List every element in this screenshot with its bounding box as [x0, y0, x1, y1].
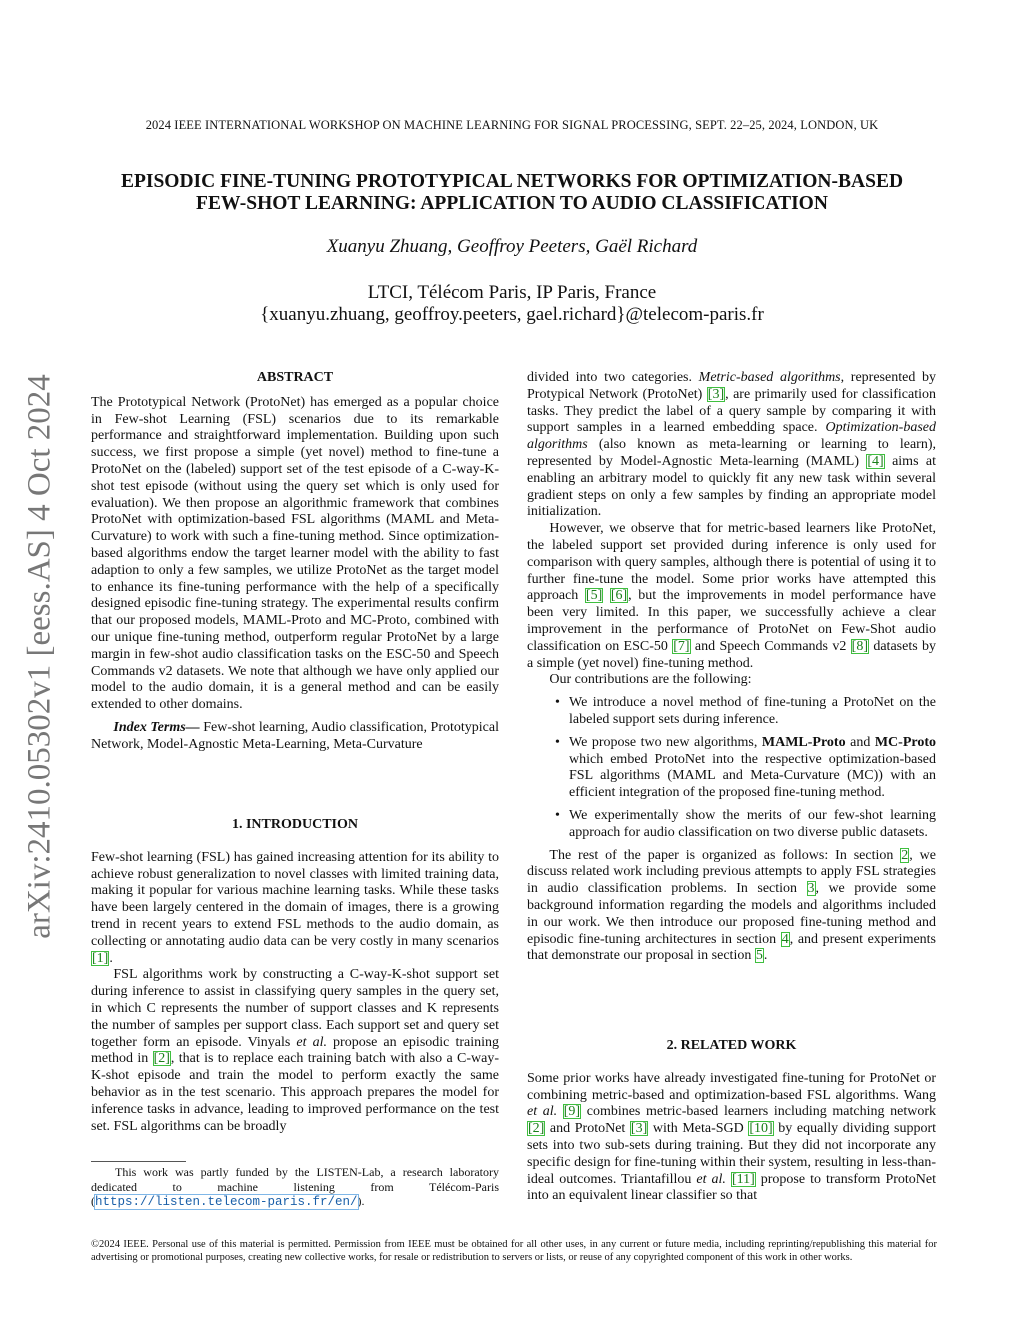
related-text-c: and ProtoNet — [545, 1121, 630, 1137]
list-item — [527, 808, 936, 842]
intro-paragraph-1 — [91, 850, 499, 968]
right-paragraph-1 — [527, 370, 936, 521]
list-item — [527, 695, 936, 729]
intro-p2-text: FSL algorithms work by constructing a C-way-K-shot support set during inference to assist in classifying query samples in the query set, in which C represents the number of support classes and K represents the number of samples per support class. Each support set and query set together form an episode. Vinyals — [91, 967, 499, 1050]
introduction-section — [91, 817, 499, 1135]
citation-link[interactable]: [7] — [673, 638, 690, 654]
citation-link[interactable]: [5] — [585, 588, 603, 604]
footnote-text: This work was partly funded by the LISTEN-Lab, a research laboratory dedicated to machine listening from Télécom-Paris ( — [91, 1165, 499, 1208]
title-line-1: EPISODIC FINE-TUNING PROTOTYPICAL NETWORKS FOR OPTIMIZATION-BASED — [120, 171, 904, 192]
citation-link[interactable]: [2] — [528, 1121, 545, 1137]
section-link[interactable]: 5 — [755, 948, 763, 964]
citation-link[interactable]: [2] — [153, 1051, 170, 1067]
introduction-heading: 1. INTRODUCTION — [231, 817, 358, 832]
intro-paragraph-2 — [91, 967, 499, 1135]
right-p2-text-d: datasets by a simple (yet novel) fine-tuning method. — [527, 638, 936, 671]
footnote — [91, 1165, 499, 1210]
citation-link[interactable]: [3] — [707, 386, 725, 402]
copyright-notice: ©2024 IEEE. Personal use of this material is permitted. Permission from IEEE must be obtained for all other uses, in any current or future media, including reprinting/republishing this material for advertising or promotional purposes, creating new collective works, for resale or redistribution to servers or lists, or reuse of any copyrighted component of this work in other works. — [91, 1239, 937, 1263]
metric-based-term: Metric-based algorithms — [698, 370, 841, 385]
citation-link[interactable]: [6] — [610, 588, 628, 604]
bullet-text: We experimentally show the merits of our few-shot learning approach for audio classification on two diverse public datasets. — [569, 807, 936, 840]
related-text: Some prior works have already investigated fine-tuning for ProtoNet or combining metric-based and optimization-based FSL algorithms. Wang — [527, 1070, 936, 1103]
right-p1-text-c: , are primarily used for classification tasks. They predict the label of a query sample by comparing it with support samples in a learned embedding space. — [527, 386, 936, 436]
intro-p1-text: Few-shot learning (FSL) has gained increasing attention for its ability to achieve robust generalization to novel classes with limited training data, making it popular for various machine learning tasks. While these tasks have been largely centered in the domain of images, there is a growing trend in recent years to extend FSL methods to the audio domain, as collecting or annotating audio data can be very costly in many scenarios — [91, 849, 499, 949]
affiliation — [0, 282, 1024, 326]
related-work-section — [527, 1038, 936, 1205]
related-text-e: by equally dividing support sets into two sub-sets during training. But they did not incorporate any specific design for fine-tuning within their system, resulting in less-than-ideal outcomes. Triantafillou — [527, 1121, 936, 1187]
arxiv-stamp[interactable]: arXiv:2410.05302v1 [eess.AS] 4 Oct 2024 — [21, 374, 58, 939]
conference-header: 2024 IEEE INTERNATIONAL WORKSHOP ON MACHINE LEARNING FOR SIGNAL PROCESSING, SEPT. 22–25, 2024, LONDON, UK — [145, 118, 879, 132]
email-list: {xuanyu.zhuang, geoffroy.peeters, gael.richard}@telecom-paris.fr — [260, 304, 764, 325]
right-p1-text-d: (also known as meta-learning or learning to learn), represented by Model-Agnostic Meta-learning (MAML) — [527, 437, 936, 469]
optimization-based-term: Optimization-based algorithms — [527, 420, 936, 453]
author-list: Xuanyu Zhuang, Geoffroy Peeters, Gaël Richard — [326, 236, 698, 257]
footnote-rule — [91, 1161, 186, 1162]
related-paragraph — [527, 1071, 936, 1205]
mc-proto-term: MC-Proto — [874, 734, 936, 750]
related-text-b: combines metric-based learners including matching network — [581, 1104, 936, 1120]
index-terms — [91, 720, 499, 754]
citation-link[interactable]: [11] — [731, 1171, 755, 1187]
right-p1-text-b: , represented by Protypical Network (ProtoNet) — [527, 370, 936, 402]
right-p1-text: divided into two categories. — [527, 370, 699, 385]
related-text-f: propose to transform ProtoNet into an equivalent linear classifier so that — [527, 1171, 936, 1204]
bullet-text-b: which embed ProtoNet into the respective optimization-based FSL algorithms (MAML and Meta-Curvature (MC)) with an efficient integration of the proposed fine-tuning method. — [569, 751, 936, 801]
related-work-heading: 2. RELATED WORK — [666, 1038, 797, 1053]
right-p4-text-d: , and present experiments that demonstrate our proposal in section — [527, 931, 937, 964]
paper-title — [60, 171, 964, 215]
related-etal: et al. — [527, 1104, 558, 1120]
index-terms-text: Few-shot learning, Audio classification, Prototypical Network, Model-Agnostic Meta-Learning, Meta-Curvature — [91, 719, 499, 752]
citation-link[interactable]: [8] — [851, 638, 868, 654]
citation-link[interactable]: [9] — [563, 1104, 581, 1120]
section-link[interactable]: 3 — [807, 881, 815, 897]
abstract-section — [91, 370, 499, 754]
abstract-body: The Prototypical Network (ProtoNet) has emerged as a popular choice in Few-shot Learning (FSL) scenarios due to its remarkable performance and straightforward implementation. Building upon such success, we first propose a simple (yet novel) method to fine-tune a ProtoNet on the (labeled) support set of the test episode of a C-way-K-shot test episode (without using the query set which is only used for evaluation). We then propose an algorithmic framework that combines ProtoNet with optimization-based FSL algorithms (MAML and Meta-Curvature) to work with such a fine-tuning method. Since optimization-based algorithms endow the target learner model with the ability to fast adaption to only a few samples, we utilize ProtoNet as the target model to enhance its fine-tuning performance with the help of a specifically designed episodic fine-tuning strategy. The experimental results confirm that our proposed models, MAML-Proto and MC-Proto, combined with our unique fine-tuning method, outperform regular ProtoNet by a large margin in few-shot audio classification tasks on the ESC-50 and Speech Commands v2 datasets. We note that although we have only applied our model to the audio domain, it is a general method and can be easily extended to other domains. — [91, 394, 499, 713]
intro-p2-text-c: , that is to replace each training batch with also a C-way-K-shot episode and train the model to perform exactly the same behavior as in the test scenario. This approach prepares the model for inference tasks in advance, leading to improved performance on the test set. FSL algorithms can be broadly — [91, 1051, 499, 1134]
footnote-url[interactable]: https://listen.telecom-paris.fr/en/ — [95, 1195, 358, 1209]
bullet: • — [555, 734, 560, 750]
section-link[interactable]: 4 — [781, 931, 789, 947]
related-etal-2: et al. — [696, 1171, 726, 1187]
citation-link[interactable]: [1] — [92, 950, 109, 966]
abstract-heading: ABSTRACT — [256, 370, 334, 385]
intro-p1-end: . — [109, 950, 113, 966]
right-p4-end: . — [763, 948, 768, 964]
intro-p2-etal: et al. — [296, 1034, 327, 1050]
footnote-end: ). — [357, 1194, 365, 1208]
bullet-text-and: and — [845, 734, 875, 750]
list-item — [527, 735, 936, 802]
bullet-text: We introduce a novel method of fine-tuning a ProtoNet on the labeled support sets during inference. — [569, 695, 936, 727]
title-line-2: FEW-SHOT LEARNING: APPLICATION TO AUDIO CLASSIFICATION — [196, 193, 828, 214]
maml-proto-term: MAML-Proto — [761, 734, 846, 750]
citation-link[interactable]: [4] — [867, 453, 884, 469]
right-p2-text-c: and Speech Commands v2 — [690, 638, 851, 654]
right-paragraph-2 — [527, 521, 936, 672]
intro-p2-text-b: propose an episodic training method in — [91, 1034, 499, 1067]
right-p2-text-b: , but the improvements in model performance have been very limited. In this paper, we successfully achieve a clear improvement in the performance of ProtoNet on Few-Shot audio classification on ESC-50 — [527, 588, 936, 654]
institution: LTCI, Télécom Paris, IP Paris, France — [367, 282, 657, 303]
right-column — [527, 370, 936, 965]
right-p4-text-c: , we provide some background information regarding the models and algorithms included in our work. We then introduce our proposed fine-tuning method and episodic fine-tuning architectures in section — [527, 881, 936, 947]
bullet: • — [555, 807, 560, 823]
contribution-list — [527, 695, 936, 841]
right-paragraph-4 — [527, 848, 936, 966]
right-p1-text-e: aims at enabling an arbitrary model to quickly fit any new task within several gradient steps on only a few samples by finding an appropriate model initialization. — [527, 453, 937, 520]
index-terms-label: Index Terms— — [113, 719, 200, 735]
contributions-intro: Our contributions are the following: — [549, 672, 752, 688]
related-text-d: with Meta-SGD — [648, 1121, 749, 1137]
right-p4-text-b: , we discuss related work including previous attempts to apply FSL strategies in audio classification problems. In section — [527, 847, 937, 897]
bullet-text: We propose two new algorithms, — [569, 734, 762, 750]
right-p2-text: However, we observe that for metric-based learners like ProtoNet, the labeled support set provided during inference is only used for comparison with query samples, although there is potential of using it to further fine-tune the model. Some prior works have attempted this approach — [527, 521, 936, 604]
section-link[interactable]: 2 — [901, 847, 909, 863]
right-p4-text: The rest of the paper is organized as follows: In section — [549, 847, 901, 863]
bullet: • — [555, 695, 560, 711]
citation-link[interactable]: [3] — [630, 1121, 648, 1137]
citation-link[interactable]: [10] — [749, 1121, 773, 1137]
